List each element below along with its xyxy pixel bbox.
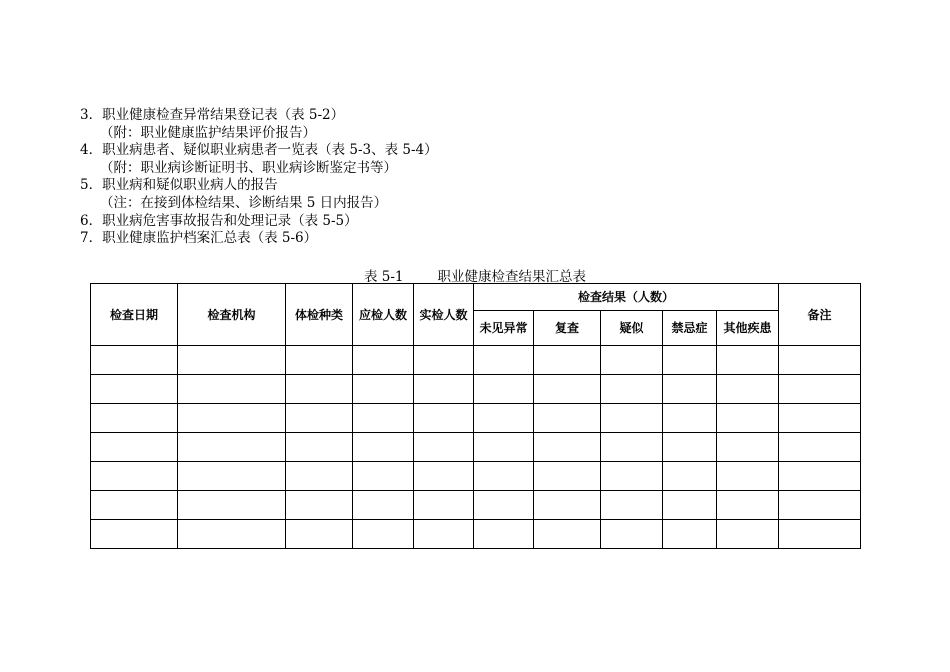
table-row bbox=[91, 346, 861, 375]
header-exam-type: 体检种类 bbox=[286, 284, 353, 346]
table-cell[interactable] bbox=[717, 433, 779, 462]
list-note: （注：在接到体检结果、诊断结果 5 日内报告） bbox=[100, 194, 388, 211]
list-item: 4．职业病患者、疑似职业病患者一览表（表 5-3、表 5-4） bbox=[80, 142, 438, 159]
table-cell[interactable] bbox=[286, 375, 353, 404]
table-cell[interactable] bbox=[601, 520, 663, 549]
table-cell[interactable] bbox=[601, 404, 663, 433]
table-cell[interactable] bbox=[779, 404, 861, 433]
table-cell[interactable] bbox=[779, 346, 861, 375]
table-cell[interactable] bbox=[286, 433, 353, 462]
table-cell[interactable] bbox=[286, 346, 353, 375]
table-cell[interactable] bbox=[414, 520, 474, 549]
table-cell[interactable] bbox=[91, 520, 178, 549]
table-cell[interactable] bbox=[178, 346, 286, 375]
table-row bbox=[91, 375, 861, 404]
table-row bbox=[91, 520, 861, 549]
table-cell[interactable] bbox=[663, 375, 717, 404]
table-cell[interactable] bbox=[353, 346, 414, 375]
table-cell[interactable] bbox=[414, 491, 474, 520]
header-check-org: 检查机构 bbox=[178, 284, 286, 346]
table-cell[interactable] bbox=[534, 491, 601, 520]
table-cell[interactable] bbox=[353, 404, 414, 433]
table-cell[interactable] bbox=[91, 346, 178, 375]
table-cell[interactable] bbox=[474, 375, 534, 404]
table-cell[interactable] bbox=[286, 491, 353, 520]
table-cell[interactable] bbox=[474, 404, 534, 433]
list-item: 7．职业健康监护档案汇总表（表 5-6） bbox=[80, 230, 318, 247]
header-result-recheck: 复查 bbox=[534, 311, 601, 346]
table-cell[interactable] bbox=[717, 520, 779, 549]
table-cell[interactable] bbox=[663, 462, 717, 491]
table-cell[interactable] bbox=[178, 520, 286, 549]
table-caption bbox=[90, 265, 860, 285]
table-cell[interactable] bbox=[474, 433, 534, 462]
table-cell[interactable] bbox=[601, 346, 663, 375]
table-cell[interactable] bbox=[534, 346, 601, 375]
list-note: （附：职业病诊断证明书、职业病诊断鉴定书等） bbox=[100, 159, 397, 176]
header-result-other: 其他疾患 bbox=[717, 311, 779, 346]
table-cell[interactable] bbox=[601, 375, 663, 404]
table-cell[interactable] bbox=[779, 520, 861, 549]
table-cell[interactable] bbox=[414, 346, 474, 375]
table-cell[interactable] bbox=[474, 491, 534, 520]
table-cell[interactable] bbox=[178, 404, 286, 433]
table-cell[interactable] bbox=[474, 520, 534, 549]
table-row bbox=[91, 404, 861, 433]
table-cell[interactable] bbox=[779, 491, 861, 520]
table-cell[interactable] bbox=[353, 375, 414, 404]
table-cell[interactable] bbox=[178, 491, 286, 520]
list-item: 5．职业病和疑似职业病人的报告 bbox=[80, 177, 278, 194]
header-result-contraindication: 禁忌症 bbox=[663, 311, 717, 346]
table-cell[interactable] bbox=[91, 491, 178, 520]
table-cell[interactable] bbox=[286, 520, 353, 549]
table-cell[interactable] bbox=[91, 462, 178, 491]
table-cell[interactable] bbox=[534, 462, 601, 491]
header-check-date: 检查日期 bbox=[91, 284, 178, 346]
list-item: 6．职业病危害事故报告和处理记录（表 5-5） bbox=[80, 212, 358, 229]
table-cell[interactable] bbox=[414, 433, 474, 462]
table-title: 职业健康检查结果汇总表 bbox=[437, 269, 587, 285]
table-cell[interactable] bbox=[663, 346, 717, 375]
table-cell[interactable] bbox=[353, 491, 414, 520]
list-note: （附：职业健康监护结果评价报告） bbox=[100, 124, 316, 141]
header-result-normal: 未见异常 bbox=[474, 311, 534, 346]
table-cell[interactable] bbox=[534, 520, 601, 549]
table-number: 表 5-1 bbox=[363, 269, 404, 285]
table-cell[interactable] bbox=[601, 491, 663, 520]
table-cell[interactable] bbox=[474, 462, 534, 491]
table-cell[interactable] bbox=[601, 462, 663, 491]
table-cell[interactable] bbox=[286, 404, 353, 433]
list-item: 3．职业健康检查异常结果登记表（表 5-2） bbox=[80, 107, 345, 123]
table-cell[interactable] bbox=[474, 346, 534, 375]
table-cell[interactable] bbox=[178, 375, 286, 404]
table-cell[interactable] bbox=[353, 462, 414, 491]
header-expected-count: 应检人数 bbox=[353, 284, 414, 346]
table-cell[interactable] bbox=[178, 433, 286, 462]
header-notes: 备注 bbox=[779, 284, 861, 346]
table-cell[interactable] bbox=[414, 375, 474, 404]
header-result-suspected: 疑似 bbox=[601, 311, 663, 346]
table-cell[interactable] bbox=[286, 462, 353, 491]
table-cell[interactable] bbox=[353, 433, 414, 462]
table-cell[interactable] bbox=[779, 375, 861, 404]
table-cell[interactable] bbox=[717, 462, 779, 491]
table-cell[interactable] bbox=[717, 346, 779, 375]
table-row bbox=[91, 491, 861, 520]
table-cell[interactable] bbox=[534, 404, 601, 433]
document-list bbox=[80, 107, 438, 248]
table-cell[interactable] bbox=[663, 433, 717, 462]
header-results-group: 检查结果（人数） bbox=[474, 284, 779, 311]
table-cell[interactable] bbox=[534, 375, 601, 404]
header-actual-count: 实检人数 bbox=[414, 284, 474, 346]
table-row bbox=[91, 462, 861, 491]
table-cell[interactable] bbox=[353, 520, 414, 549]
health-check-summary-table bbox=[90, 283, 861, 549]
table-cell[interactable] bbox=[91, 433, 178, 462]
table-cell[interactable] bbox=[717, 375, 779, 404]
table-cell[interactable] bbox=[663, 520, 717, 549]
table-cell[interactable] bbox=[414, 404, 474, 433]
table-cell[interactable] bbox=[534, 433, 601, 462]
table-cell[interactable] bbox=[178, 462, 286, 491]
table-body bbox=[91, 346, 861, 549]
table-cell[interactable] bbox=[663, 404, 717, 433]
table-cell[interactable] bbox=[414, 462, 474, 491]
table-row bbox=[91, 433, 861, 462]
table-cell[interactable] bbox=[717, 491, 779, 520]
table-cell[interactable] bbox=[779, 462, 861, 491]
table-cell[interactable] bbox=[601, 433, 663, 462]
table-cell[interactable] bbox=[91, 375, 178, 404]
table-cell[interactable] bbox=[779, 433, 861, 462]
table-cell[interactable] bbox=[663, 491, 717, 520]
table-cell[interactable] bbox=[91, 404, 178, 433]
table-cell[interactable] bbox=[717, 404, 779, 433]
